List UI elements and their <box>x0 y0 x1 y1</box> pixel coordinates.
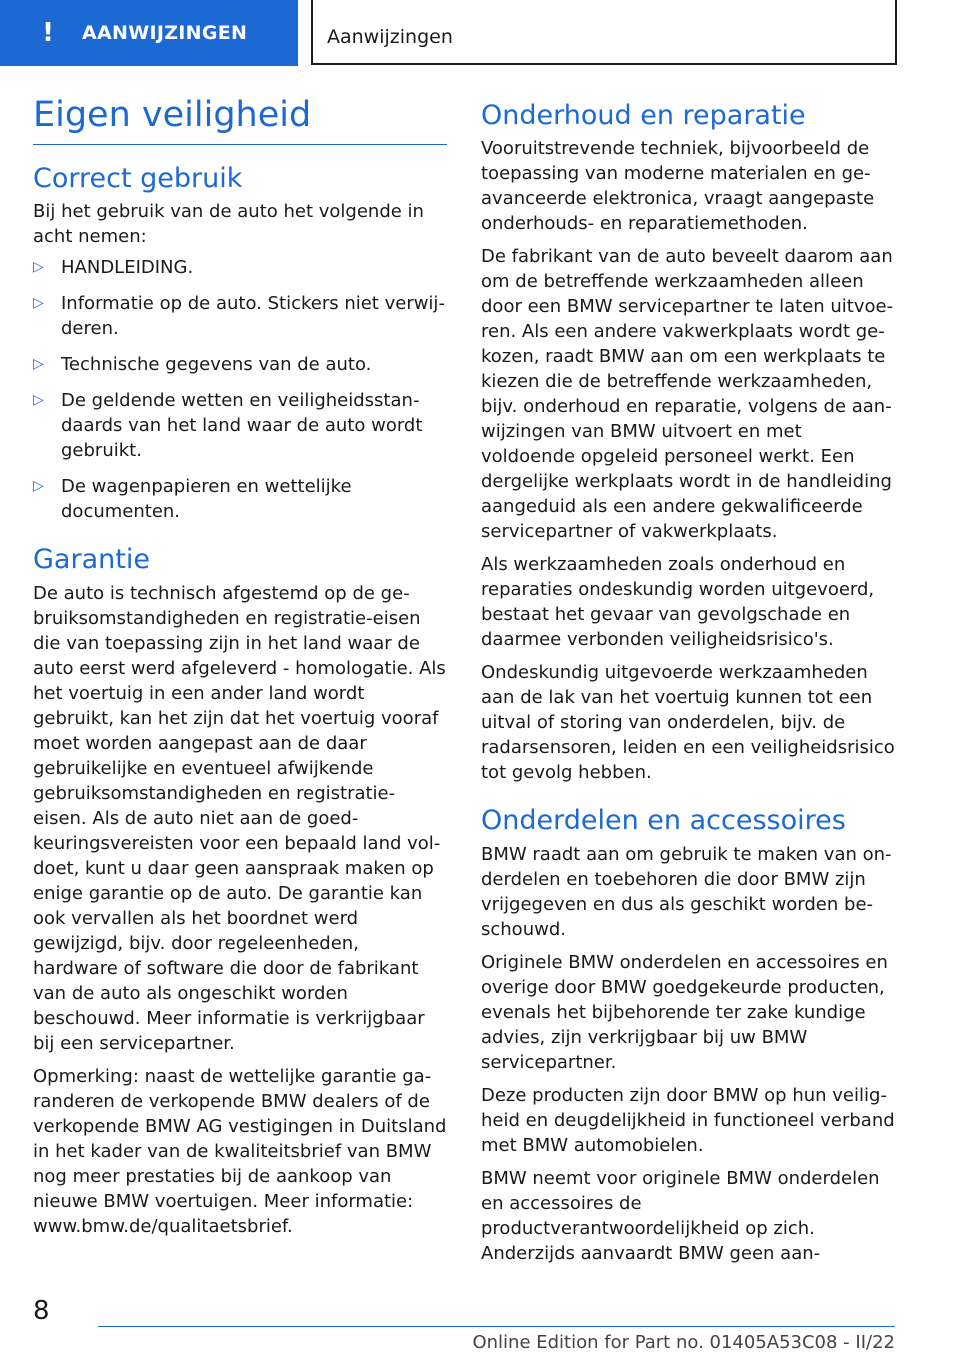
paragraph: BMW neemt voor originele BMW onderdelen en accessoires de productverantwoordelijkheid op zich. Anderzijds aanvaardt BMW geen aan- <box>481 1167 880 1264</box>
list-item: ▷ De wagenpapieren en wettelijke documenten. <box>33 476 352 523</box>
triangle-bullet-icon: ▷ <box>33 259 44 276</box>
triangle-bullet-icon: ▷ <box>33 478 44 495</box>
list-item: ▷ De geldende wetten en veiligheidsstandaards van het land waar de auto wordt gebruikt. <box>33 390 423 462</box>
paragraph: Ondeskundig uitgevoerde werkzaamheden aan de lak van het voertuig kunnen tot een uitval of storing van onderdelen, bijv. de radarsensoren, leiden en een veiligheidsrisico tot gevolg hebben. <box>481 662 895 784</box>
paragraph: Vooruitstrevende techniek, bijvoorbeeld de toepassing van moderne materialen en geavanceerde elektronica, vraagt aangepaste onderhouds- en reparatiemethoden. <box>481 138 875 235</box>
paragraph: Deze producten zijn door BMW op hun veiligheid en deugdelijkheid in functioneel verband met BMW automobielen. <box>481 1084 895 1156</box>
paragraph: Originele BMW onderdelen en accessoires en overige door BMW goedgekeurde producten, evenals het bijbehorende ter zake kundige advies, zijn verkrijgbaar bij uw BMW servicepartner. <box>481 951 888 1073</box>
right-column <box>481 100 895 1266</box>
footer-divider <box>98 1326 895 1327</box>
triangle-bullet-icon: ▷ <box>33 356 44 373</box>
paragraph: Opmerking: naast de wettelijke garantie garanderen de verkopende BMW dealers of de verkopende BMW AG vestigingen in Duitsland in het kader van de kwaliteitsbrief van BMW nog meer prestaties bij de aankoop van nieuwe BMW voertuigen. Meer informatie: www.bmw.de/qualitaetsbrief. <box>33 1065 447 1237</box>
section-header-box <box>311 0 897 65</box>
section-heading: Onderhoud en reparatie <box>481 100 806 131</box>
list-item: ▷ Technische gegevens van de auto. <box>33 354 372 376</box>
list-item: ▷ Informatie op de auto. Stickers niet verwijderen. <box>33 293 445 340</box>
list-item: ▷ HANDLEIDING. <box>33 257 194 279</box>
section-header-label: Aanwijzingen <box>327 26 453 48</box>
left-column <box>33 94 447 1239</box>
paragraph: Als werkzaamheden zoals onderhoud en reparaties ondeskundig worden uitgevoerd, bestaat het gevaar van gevolgschade en daarmee verbonden veiligheidsrisico's. <box>481 554 875 651</box>
section-heading: Correct gebruik <box>33 163 243 194</box>
warning-icon: ! <box>42 18 54 48</box>
paragraph: De fabrikant van de auto beveelt daarom aan om de betreffende werkzaamheden alleen door een BMW servicepartner te laten uitvoeren. Als een andere vakwerkplaats wordt gekozen, raadt BMW aan om een werkplaats te kiezen die de betreffende werkzaamheden, bijv. onderhoud en reparatie, volgens de aanwijzingen van BMW uitvoert en met voldoende opgeleid personeel werkt. Een dergelijke werkplaats wordt in de handleiding aangeduid als een andere gekwalificeerde servicepartner of vakwerkplaats. <box>481 246 894 543</box>
section-heading: Garantie <box>33 544 150 576</box>
paragraph: De auto is technisch afgestemd op de gebruiksomstandigheden en registratie-eisen die van toepassing zijn in het land waar de auto eerst werd afgeleverd - homologatie. Als het voertuig in een ander land wordt gebruikt, kan het zijn dat het voertuig vooraf moet worden aangepast aan de daar gebruikelijke en eventueel afwijkende gebruiksomstandigheden en registratie-eisen. Als de auto niet aan de goedkeuringsvereisten voor een bepaald land voldoet, kunt u daar geen aanspraak maken op enige garantie op de auto. De garantie kan ook vervallen als het boordnet werd gewijzigd, bijv. door regeleenheden, hardware of software die door de fabrikant van de auto als ongeschikt worden beschouwd. Meer informatie is verkrijgbaar bij een servicepartner. <box>33 582 446 1054</box>
section-onderhoud <box>481 100 895 785</box>
footer-edition: Online Edition for Part no. 01405A53C08 - II/22 <box>472 1332 895 1353</box>
bullet-list <box>33 255 447 524</box>
chapter-tab-label: AANWIJZINGEN <box>82 22 248 44</box>
section-heading: Onderdelen en accessoires <box>481 805 846 837</box>
triangle-bullet-icon: ▷ <box>33 295 44 312</box>
page-title: Eigen veiligheid <box>33 94 447 145</box>
section-correct-gebruik <box>33 163 447 524</box>
paragraph: Bij het gebruik van de auto het volgende in acht nemen: <box>33 201 424 248</box>
paragraph: BMW raadt aan om gebruik te maken van onderdelen en toebehoren die door BMW zijn vrijgegeven en dus als geschikt worden beschouwd. <box>481 843 892 940</box>
triangle-bullet-icon: ▷ <box>33 392 44 409</box>
section-garantie <box>33 544 447 1238</box>
page-number: 8 <box>33 1296 50 1326</box>
chapter-tab[interactable] <box>0 0 298 66</box>
section-onderdelen <box>481 805 895 1265</box>
